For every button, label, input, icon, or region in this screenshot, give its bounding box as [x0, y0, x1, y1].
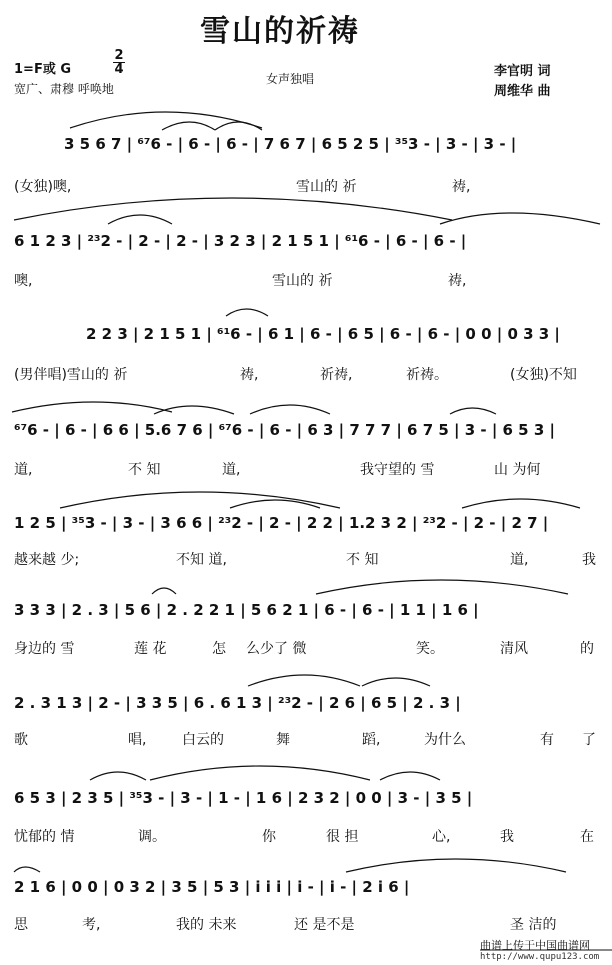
lyric-line-6-a: 身边的 雪 [14, 641, 75, 657]
lyric-line-7-c: 白云的 [182, 732, 224, 748]
lyric-line-7-e: 蹈, [362, 732, 381, 748]
slur-3 [215, 122, 262, 130]
slur-10 [250, 405, 330, 414]
slur-7 [226, 309, 268, 316]
lyric-line-1-a: (女独)噢, [14, 179, 72, 195]
slur-12 [60, 492, 340, 508]
slur-9 [154, 406, 234, 414]
notation-line-1: 3 5 6 7 | ⁶⁷6 - | 6 - | 6 - | 7 6 7 | 6 5 2 5 | ³⁵3 - | 3 - | 3 - | [64, 135, 517, 153]
slur-5 [108, 215, 172, 224]
lyric-line-8-a: 忧郁的 情 [14, 829, 75, 845]
lyric-line-6-c: 怎 [212, 641, 226, 657]
notation-line-5: 1 2 5 | ³⁵3 - | 3 - | 3 6 6 | ²³2 - | 2 - | 2 2 | 1.2 3 2 | ²³2 - | 2 - | 2 7 | [14, 514, 549, 532]
lyric-line-1-b: 雪山的 祈 [296, 179, 357, 195]
lyric-line-2-b: 雪山的 祈 [272, 273, 333, 289]
lyric-line-4-d: 我守望的 雪 [360, 462, 435, 478]
slur-20 [150, 766, 370, 780]
lyric-line-8-c: 你 [262, 829, 276, 845]
lyric-line-4-e: 山 为何 [494, 462, 541, 478]
lyric-line-7-a: 歌 [14, 732, 28, 748]
lyric-line-7-d: 舞 [276, 732, 290, 748]
site-watermark: 曲谱上传于中国曲谱网 [480, 939, 590, 952]
slur-2 [162, 122, 215, 130]
lyric-line-2-c: 祷, [448, 273, 467, 289]
lyric-line-9-b: 考, [82, 917, 101, 933]
lyric-line-5-e: 我 [582, 552, 596, 568]
lyric-line-8-b: 调。 [138, 829, 166, 845]
notation-line-8: 6 5 3 | 2 3 5 | ³⁵3 - | 3 - | 1 - | 1 6 | 2 3 2 | 0 0 | 3 - | 3 5 | [14, 789, 473, 807]
lyric-line-4-a: 道, [14, 462, 33, 478]
tempo-marking: 宽广、肃穆 呼唤地 [14, 82, 114, 96]
lyric-line-8-g: 在 [580, 829, 594, 845]
slur-8 [12, 402, 172, 412]
lyric-line-3-a: (男伴唱)雪山的 祈 [14, 367, 128, 383]
slur-14 [462, 499, 580, 508]
lyric-line-2-a: 噢, [14, 273, 33, 289]
key-signature: 1=F或 G [14, 62, 72, 77]
notation-line-4: ⁶⁷6 - | 6 - | 6 6 | 5.6 7 6 | ⁶⁷6 - | 6 - | 6 3 | 7 7 7 | 6 7 5 | 3 - | 6 5 3 | [14, 421, 555, 439]
lyric-line-9-d: 还 是不是 [294, 917, 355, 933]
slur-21 [380, 772, 440, 780]
notation-line-7: 2 . 3 1 3 | 2 - | 3 3 5 | 6 . 6 1 3 | ²³2 - | 2 6 | 6 5 | 2 . 3 | [14, 694, 461, 712]
lyric-line-1-c: 祷, [452, 179, 471, 195]
time-signature-top: 2 [114, 48, 124, 63]
lyric-line-7-b: 唱, [128, 732, 147, 748]
site-url: http://www.qupu123.com [480, 952, 600, 962]
lyric-line-7-g: 有 [540, 732, 554, 748]
notation-line-2: 6 1 2 3 | ²³2 - | 2 - | 2 - | 3 2 3 | 2 1 5 1 | ⁶¹6 - | 6 - | 6 - | [14, 232, 467, 250]
lyric-line-6-e: 笑。 [416, 641, 444, 657]
notation-line-3: 2 2 3 | 2 1 5 1 | ⁶¹6 - | 6 1 | 6 - | 6 5 | 6 - | 6 - | 0 0 | 0 3 3 | [86, 325, 560, 343]
lyric-line-8-e: 心, [432, 829, 451, 845]
composer-credit: 周维华 曲 [494, 84, 551, 99]
slur-19 [90, 772, 146, 780]
lyric-line-6-d: 么少了 微 [246, 641, 307, 657]
slur-22 [14, 867, 40, 872]
slur-15 [152, 588, 176, 594]
lyric-line-3-e: (女独)不知 [510, 367, 577, 383]
lyricist-credit: 李官明 词 [494, 64, 551, 79]
slur-17 [248, 675, 360, 686]
lyric-line-4-c: 道, [222, 462, 241, 478]
lyric-line-9-a: 思 [14, 917, 28, 933]
slur-11 [450, 408, 496, 414]
slur-6 [440, 213, 600, 224]
lyric-line-5-b: 不知 道, [176, 552, 227, 568]
lyric-line-3-b: 祷, [240, 367, 259, 383]
slur-1 [70, 112, 262, 128]
lyric-line-6-f: 清风 [500, 641, 528, 657]
lyric-line-8-d: 很 担 [326, 829, 359, 845]
subtitle: 女声独唱 [266, 72, 315, 86]
lyric-line-3-c: 祈祷, [320, 367, 353, 383]
lyric-line-9-e: 圣 洁的 [510, 917, 557, 933]
time-signature-bottom: 4 [114, 62, 124, 77]
lyric-line-8-f: 我 [500, 829, 514, 845]
lyric-line-5-a: 越来越 少; [14, 552, 80, 568]
slur-18 [362, 678, 430, 686]
lyric-line-9-c: 我的 未来 [176, 917, 237, 933]
song-title: 雪山的祈祷 [200, 14, 360, 49]
lyric-line-4-b: 不 知 [128, 462, 161, 478]
lyric-line-3-d: 祈祷。 [406, 367, 448, 383]
slur-23 [346, 859, 566, 872]
lyric-line-7-h: 了 [582, 732, 596, 748]
lyric-line-6-b: 莲 花 [134, 641, 167, 657]
notation-line-9: 2 1 6 | 0 0 | 0 3 2 | 3 5 | 5 3 | i i i | i - | i - | 2 i 6 | [14, 878, 410, 896]
lyric-line-5-c: 不 知 [346, 552, 379, 568]
notation-line-6: 3 3 3 | 2 . 3 | 5 6 | 2 . 2 2 1 | 5 6 2 1 | 6 - | 6 - | 1 1 | 1 6 | [14, 601, 479, 619]
slur-4 [14, 198, 452, 220]
lyric-line-7-f: 为什么 [424, 732, 466, 748]
lyric-line-6-g: 的 [580, 641, 594, 657]
lyric-line-5-d: 道, [510, 552, 529, 568]
slur-16 [316, 580, 568, 594]
